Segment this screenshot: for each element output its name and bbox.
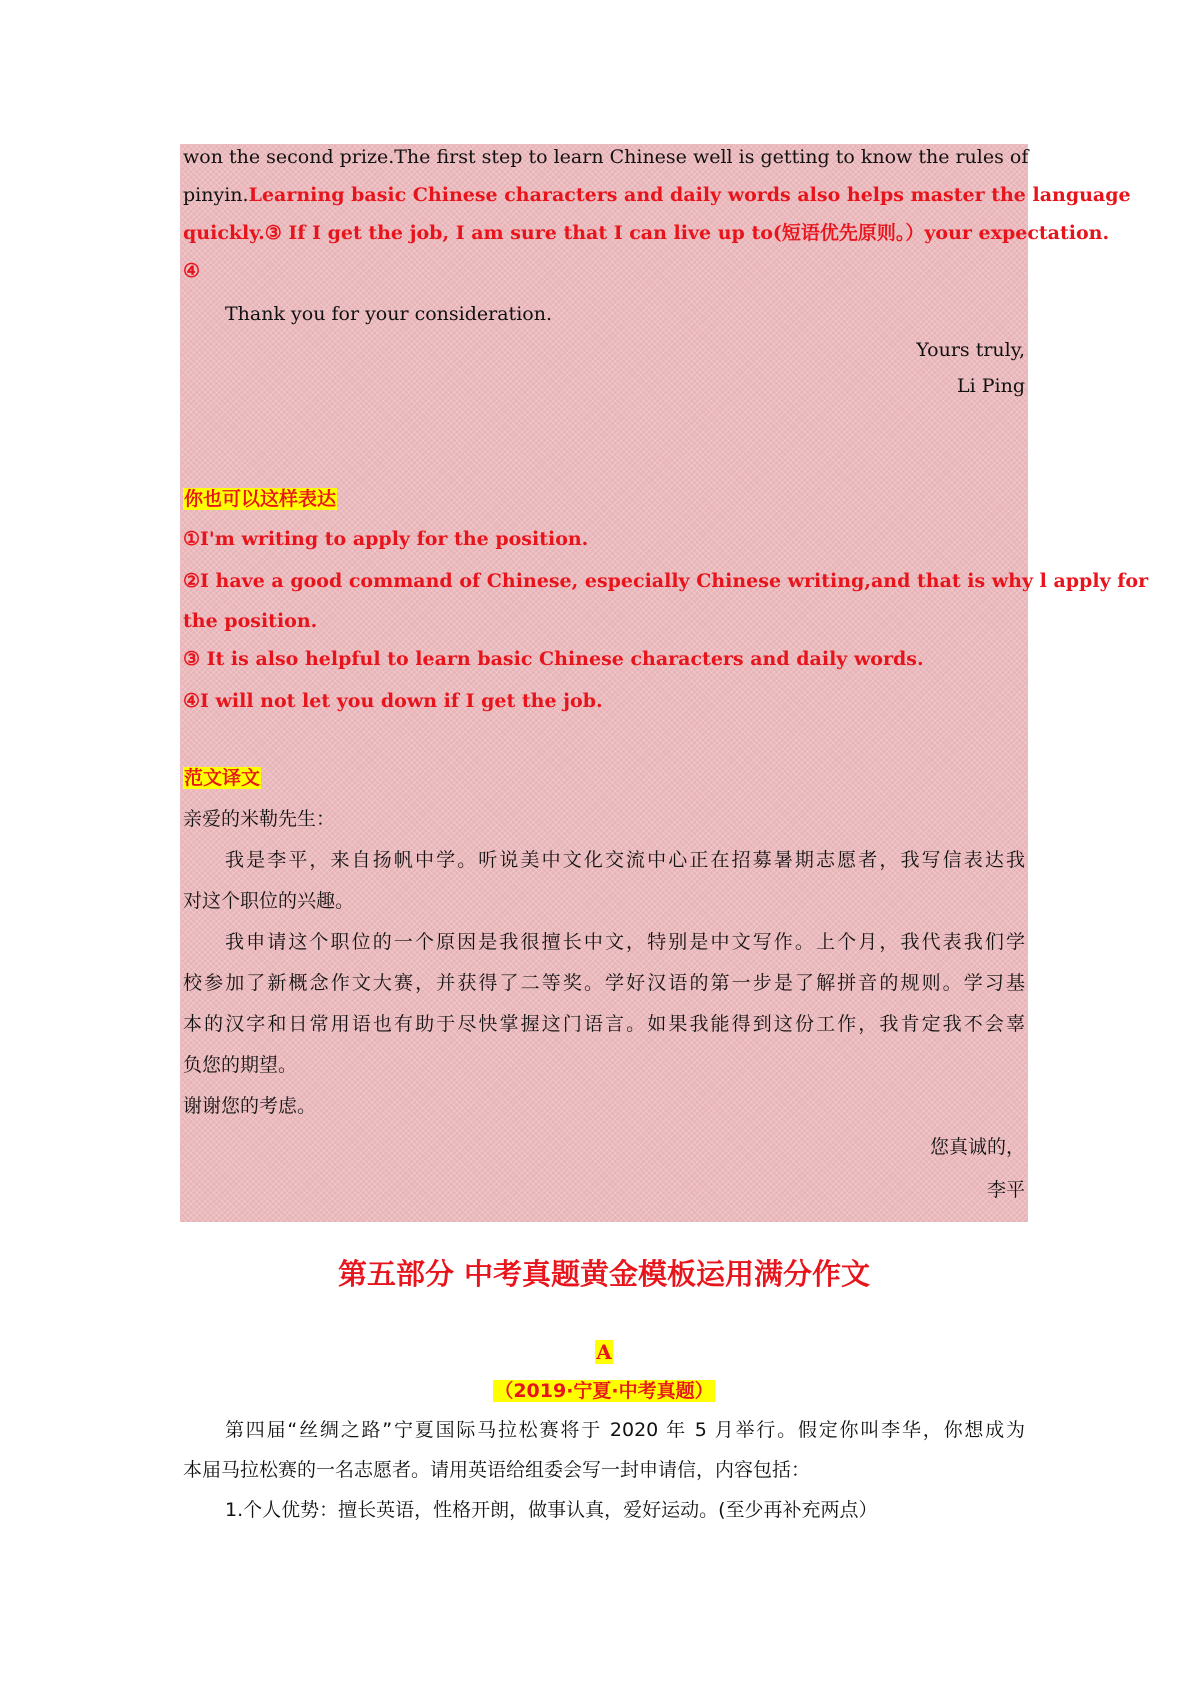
translation-closing: 您真诚的， bbox=[929, 1136, 1025, 1158]
alternative-item-2: ②I have a good command of Chinese, especially Chinese writing,and that is why l apply for bbox=[183, 570, 1149, 592]
section-label bbox=[180, 1340, 1028, 1364]
translation-heading-text: 范文译文 bbox=[184, 767, 261, 789]
section-label-text: A bbox=[596, 1340, 612, 1364]
alternatives-heading-text: 你也可以这样表达 bbox=[184, 488, 337, 510]
translation-greeting: 亲爱的米勒先生： bbox=[183, 808, 336, 830]
translation-heading bbox=[183, 765, 261, 791]
alternative-item-4: ④I will not let you down if I get the job. bbox=[183, 690, 603, 712]
letter-line-2-plain: pinyin. bbox=[183, 184, 249, 206]
letter-line-3: quickly.③ If I get the job, I am sure that I can live up to(短语优先原则。）your expectation. bbox=[183, 222, 1110, 244]
translation-p1-line2: 对这个职位的兴趣。 bbox=[183, 890, 355, 912]
letter-line-4: ④ bbox=[183, 260, 201, 282]
letter-line-1: won the second prize.The first step to learn Chinese well is getting to know the rules of bbox=[183, 146, 1029, 168]
letter-signature: Li Ping bbox=[957, 375, 1025, 397]
letter-closing: Yours truly, bbox=[916, 339, 1025, 361]
translation-thanks: 谢谢您的考虑。 bbox=[183, 1095, 317, 1117]
alternatives-heading bbox=[183, 486, 337, 512]
letter-line-2 bbox=[183, 182, 1131, 208]
prompt-point1: 1.个人优势：擅长英语，性格开朗，做事认真，爱好运动。(至少再补充两点） bbox=[225, 1499, 878, 1521]
translation-p2-line3: 本的汉字和日常用语也有助于尽快掌握这门语言。如果我能得到这份工作，我肯定我不会辜 bbox=[183, 1013, 1025, 1035]
section-title: 第五部分 中考真题黄金模板运用满分作文 bbox=[337, 1257, 871, 1291]
section-source bbox=[180, 1376, 1028, 1403]
alternative-item-1: ①I'm writing to apply for the position. bbox=[183, 528, 589, 550]
letter-line-2-red: Learning basic Chinese characters and daily words also helps master the language bbox=[248, 184, 1131, 206]
prompt-line2: 本届马拉松赛的一名志愿者。请用英语给组委会写一封申请信，内容包括： bbox=[183, 1459, 811, 1481]
translation-p1-line1: 我是李平，来自扬帆中学。听说美中文化交流中心正在招募暑期志愿者，我写信表达我 bbox=[225, 849, 1025, 871]
prompt-line1: 第四届“丝绸之路”宁夏国际马拉松赛将于 2020 年 5 月举行。假定你叫李华，你想成为 bbox=[225, 1419, 1025, 1441]
alternative-item-2-cont: the position. bbox=[183, 610, 318, 632]
translation-p2-line2: 校参加了新概念作文大赛，并获得了二等奖。学好汉语的第一步是了解拼音的规则。学习基 bbox=[183, 972, 1025, 994]
translation-signature: 李平 bbox=[986, 1179, 1025, 1201]
alternative-item-3: ③ It is also helpful to learn basic Chinese characters and daily words. bbox=[183, 648, 924, 670]
section-source-text: （2019·宁夏·中考真题） bbox=[494, 1380, 714, 1402]
letter-thanks: Thank you for your consideration. bbox=[225, 303, 552, 325]
translation-p2-line4: 负您的期望。 bbox=[183, 1054, 298, 1076]
translation-p2-line1: 我申请这个职位的一个原因是我很擅长中文，特别是中文写作。上个月，我代表我们学 bbox=[225, 931, 1025, 953]
